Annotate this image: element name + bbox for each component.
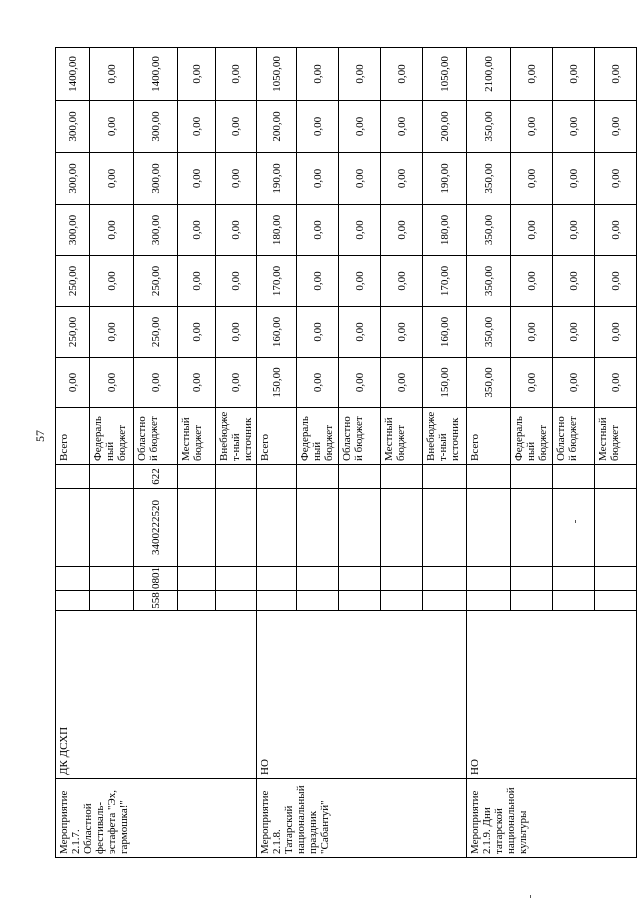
budget-code-cell bbox=[381, 591, 423, 611]
table-row bbox=[257, 48, 297, 858]
budget-code-cell bbox=[595, 567, 637, 591]
year-value-cell: 0,00 bbox=[381, 153, 423, 205]
year-value-cell: 0,00 bbox=[90, 358, 134, 408]
budget-code-cell bbox=[381, 489, 423, 567]
budget-code-cell bbox=[423, 489, 467, 567]
source-label-cell: Областной бюджет bbox=[339, 408, 381, 465]
source-label-cell: Местный бюджет bbox=[381, 408, 423, 465]
year-value-cell: 0,00 bbox=[595, 256, 637, 307]
year-value-cell: 250,00 bbox=[56, 256, 90, 307]
year-value-cell: 0,00 bbox=[90, 307, 134, 358]
budget-code-cell bbox=[216, 465, 257, 489]
source-label-cell: Федеральный бюджет bbox=[90, 408, 134, 465]
budget-code-cell bbox=[257, 489, 297, 567]
source-label-cell: Местный бюджет bbox=[595, 408, 637, 465]
budget-code-cell: 3400222520 bbox=[134, 489, 178, 567]
executor-cell: НО bbox=[467, 611, 637, 779]
total-value-cell: 1050,00 bbox=[423, 48, 467, 101]
year-value-cell: 0,00 bbox=[381, 205, 423, 256]
budget-code-cell bbox=[297, 591, 339, 611]
source-label-cell: Внебюджет-ный источник bbox=[216, 408, 257, 465]
year-value-cell: 350,00 bbox=[467, 358, 511, 408]
total-value-cell: 0,00 bbox=[297, 48, 339, 101]
year-value-cell: 0,00 bbox=[178, 153, 216, 205]
year-value-cell: 0,00 bbox=[297, 358, 339, 408]
budget-code-cell bbox=[56, 465, 90, 489]
year-value-cell: 0,00 bbox=[553, 256, 595, 307]
source-label-cell: Всего bbox=[56, 408, 90, 465]
total-value-cell: 0,00 bbox=[553, 48, 595, 101]
budget-code-cell bbox=[423, 591, 467, 611]
year-value-cell: 0,00 bbox=[297, 153, 339, 205]
executor-cell: НО bbox=[257, 611, 467, 779]
year-value-cell: 200,00 bbox=[423, 101, 467, 153]
total-value-cell: 1400,00 bbox=[134, 48, 178, 101]
year-value-cell: 0,00 bbox=[339, 205, 381, 256]
year-value-cell: 0,00 bbox=[553, 358, 595, 408]
total-value-cell: 2100,00 bbox=[467, 48, 511, 101]
year-value-cell: 0,00 bbox=[90, 153, 134, 205]
budget-code-cell bbox=[178, 489, 216, 567]
year-value-cell: 0,00 bbox=[90, 101, 134, 153]
year-value-cell: 0,00 bbox=[595, 153, 637, 205]
budget-code-cell bbox=[467, 465, 511, 489]
year-value-cell: 0,00 bbox=[178, 256, 216, 307]
source-label-cell: Местный бюджет bbox=[178, 408, 216, 465]
year-value-cell: 0,00 bbox=[339, 101, 381, 153]
year-value-cell: 0,00 bbox=[553, 101, 595, 153]
budget-code-cell bbox=[381, 567, 423, 591]
year-value-cell: 0,00 bbox=[134, 358, 178, 408]
budget-code-cell bbox=[339, 489, 381, 567]
year-value-cell: 0,00 bbox=[339, 307, 381, 358]
budget-code-cell bbox=[467, 489, 511, 567]
speck-mark bbox=[575, 520, 576, 523]
year-value-cell: 0,00 bbox=[297, 101, 339, 153]
year-value-cell: 350,00 bbox=[467, 307, 511, 358]
source-label-cell: Всего bbox=[467, 408, 511, 465]
year-value-cell: 0,00 bbox=[595, 358, 637, 408]
total-value-cell: 0,00 bbox=[511, 48, 553, 101]
year-value-cell: 170,00 bbox=[423, 256, 467, 307]
year-value-cell: 0,00 bbox=[216, 307, 257, 358]
year-value-cell: 0,00 bbox=[216, 256, 257, 307]
budget-code-cell bbox=[90, 465, 134, 489]
year-value-cell: 190,00 bbox=[257, 153, 297, 205]
budget-code-cell bbox=[595, 465, 637, 489]
budget-code-cell bbox=[339, 465, 381, 489]
year-value-cell: 0,00 bbox=[339, 358, 381, 408]
budget-code-cell bbox=[553, 591, 595, 611]
year-value-cell: 0,00 bbox=[381, 307, 423, 358]
budget-table bbox=[55, 47, 637, 858]
source-label-cell: Федеральный бюджет bbox=[297, 408, 339, 465]
year-value-cell: 170,00 bbox=[257, 256, 297, 307]
budget-code-cell bbox=[511, 465, 553, 489]
event-name-cell: Мероприятие 2.1.8. Татарский национальный праздник "Сабантуй" bbox=[257, 779, 467, 858]
budget-code-cell bbox=[178, 591, 216, 611]
budget-code-cell bbox=[511, 489, 553, 567]
budget-code-cell bbox=[297, 465, 339, 489]
executor-cell: ДК ДСХП bbox=[56, 611, 257, 779]
budget-code-cell bbox=[297, 567, 339, 591]
year-value-cell: 0,00 bbox=[511, 256, 553, 307]
total-value-cell: 0,00 bbox=[216, 48, 257, 101]
year-value-cell: 350,00 bbox=[467, 205, 511, 256]
budget-code-cell bbox=[553, 465, 595, 489]
speck-mark bbox=[530, 895, 531, 898]
table-body bbox=[56, 48, 637, 858]
source-label-cell: Внебюджет-ный источник bbox=[423, 408, 467, 465]
budget-code-cell bbox=[423, 567, 467, 591]
year-value-cell: 0,00 bbox=[90, 205, 134, 256]
budget-code-cell bbox=[511, 591, 553, 611]
total-value-cell: 0,00 bbox=[178, 48, 216, 101]
year-value-cell: 300,00 bbox=[134, 205, 178, 256]
page-number: 57 bbox=[33, 430, 47, 442]
budget-code-cell bbox=[178, 465, 216, 489]
year-value-cell: 300,00 bbox=[56, 153, 90, 205]
year-value-cell: 0,00 bbox=[56, 358, 90, 408]
year-value-cell: 0,00 bbox=[381, 358, 423, 408]
year-value-cell: 350,00 bbox=[467, 256, 511, 307]
source-label-cell: Областной бюджет bbox=[553, 408, 595, 465]
budget-code-cell bbox=[178, 567, 216, 591]
budget-code-cell bbox=[381, 465, 423, 489]
budget-code-cell: 0801 bbox=[134, 567, 178, 591]
budget-code-cell bbox=[216, 567, 257, 591]
year-value-cell: 0,00 bbox=[339, 256, 381, 307]
budget-code-cell bbox=[216, 489, 257, 567]
year-value-cell: 0,00 bbox=[297, 205, 339, 256]
budget-code-cell: 622 bbox=[134, 465, 178, 489]
year-value-cell: 300,00 bbox=[56, 205, 90, 256]
budget-code-cell bbox=[553, 489, 595, 567]
year-value-cell: 0,00 bbox=[178, 205, 216, 256]
year-value-cell: 0,00 bbox=[511, 358, 553, 408]
source-label-cell: Областной бюджет bbox=[134, 408, 178, 465]
year-value-cell: 150,00 bbox=[257, 358, 297, 408]
year-value-cell: 0,00 bbox=[595, 205, 637, 256]
year-value-cell: 250,00 bbox=[134, 307, 178, 358]
budget-code-cell bbox=[56, 489, 90, 567]
year-value-cell: 180,00 bbox=[423, 205, 467, 256]
year-value-cell: 0,00 bbox=[553, 205, 595, 256]
event-name-cell: Мероприятие 2.1.9. Дни татарской национальной культуры bbox=[467, 779, 637, 858]
year-value-cell: 150,00 bbox=[423, 358, 467, 408]
year-value-cell: 0,00 bbox=[297, 307, 339, 358]
budget-code-cell bbox=[90, 567, 134, 591]
year-value-cell: 300,00 bbox=[56, 101, 90, 153]
budget-code-cell bbox=[553, 567, 595, 591]
year-value-cell: 0,00 bbox=[511, 205, 553, 256]
budget-code-cell bbox=[90, 591, 134, 611]
source-label-cell: Всего bbox=[257, 408, 297, 465]
budget-code-cell bbox=[467, 567, 511, 591]
budget-code-cell bbox=[339, 591, 381, 611]
year-value-cell: 0,00 bbox=[297, 256, 339, 307]
year-value-cell: 0,00 bbox=[553, 307, 595, 358]
total-value-cell: 0,00 bbox=[339, 48, 381, 101]
event-name-cell: Мероприятие 2.1.7. Областной фестиваль-эстафета "Эх, гармошка!" bbox=[56, 779, 257, 858]
total-value-cell: 0,00 bbox=[381, 48, 423, 101]
budget-code-cell bbox=[511, 567, 553, 591]
budget-code-cell bbox=[339, 567, 381, 591]
year-value-cell: 0,00 bbox=[511, 153, 553, 205]
year-value-cell: 0,00 bbox=[178, 358, 216, 408]
year-value-cell: 300,00 bbox=[134, 153, 178, 205]
rotated-table-wrapper bbox=[55, 48, 622, 858]
year-value-cell: 0,00 bbox=[595, 101, 637, 153]
year-value-cell: 0,00 bbox=[178, 101, 216, 153]
budget-code-cell bbox=[257, 465, 297, 489]
budget-code-cell bbox=[423, 465, 467, 489]
year-value-cell: 0,00 bbox=[216, 358, 257, 408]
year-value-cell: 200,00 bbox=[257, 101, 297, 153]
budget-code-cell bbox=[56, 567, 90, 591]
year-value-cell: 350,00 bbox=[467, 101, 511, 153]
budget-code-cell: 558 bbox=[134, 591, 178, 611]
year-value-cell: 250,00 bbox=[134, 256, 178, 307]
budget-code-cell bbox=[56, 591, 90, 611]
year-value-cell: 190,00 bbox=[423, 153, 467, 205]
table-row bbox=[467, 48, 511, 858]
year-value-cell: 0,00 bbox=[216, 101, 257, 153]
year-value-cell: 0,00 bbox=[595, 307, 637, 358]
total-value-cell: 0,00 bbox=[595, 48, 637, 101]
year-value-cell: 0,00 bbox=[90, 256, 134, 307]
budget-code-cell bbox=[257, 591, 297, 611]
year-value-cell: 250,00 bbox=[56, 307, 90, 358]
year-value-cell: 0,00 bbox=[553, 153, 595, 205]
budget-code-cell bbox=[595, 591, 637, 611]
year-value-cell: 0,00 bbox=[381, 256, 423, 307]
budget-code-cell bbox=[90, 489, 134, 567]
budget-code-cell bbox=[297, 489, 339, 567]
budget-code-cell bbox=[595, 489, 637, 567]
year-value-cell: 160,00 bbox=[257, 307, 297, 358]
year-value-cell: 0,00 bbox=[178, 307, 216, 358]
year-value-cell: 0,00 bbox=[339, 153, 381, 205]
year-value-cell: 0,00 bbox=[216, 205, 257, 256]
source-label-cell: Федеральный бюджет bbox=[511, 408, 553, 465]
total-value-cell: 0,00 bbox=[90, 48, 134, 101]
table-row bbox=[56, 48, 90, 858]
year-value-cell: 350,00 bbox=[467, 153, 511, 205]
year-value-cell: 0,00 bbox=[216, 153, 257, 205]
year-value-cell: 0,00 bbox=[511, 101, 553, 153]
year-value-cell: 0,00 bbox=[511, 307, 553, 358]
total-value-cell: 1050,00 bbox=[257, 48, 297, 101]
year-value-cell: 300,00 bbox=[134, 101, 178, 153]
year-value-cell: 160,00 bbox=[423, 307, 467, 358]
year-value-cell: 0,00 bbox=[381, 101, 423, 153]
budget-code-cell bbox=[216, 591, 257, 611]
year-value-cell: 180,00 bbox=[257, 205, 297, 256]
budget-code-cell bbox=[467, 591, 511, 611]
budget-code-cell bbox=[257, 567, 297, 591]
total-value-cell: 1400,00 bbox=[56, 48, 90, 101]
